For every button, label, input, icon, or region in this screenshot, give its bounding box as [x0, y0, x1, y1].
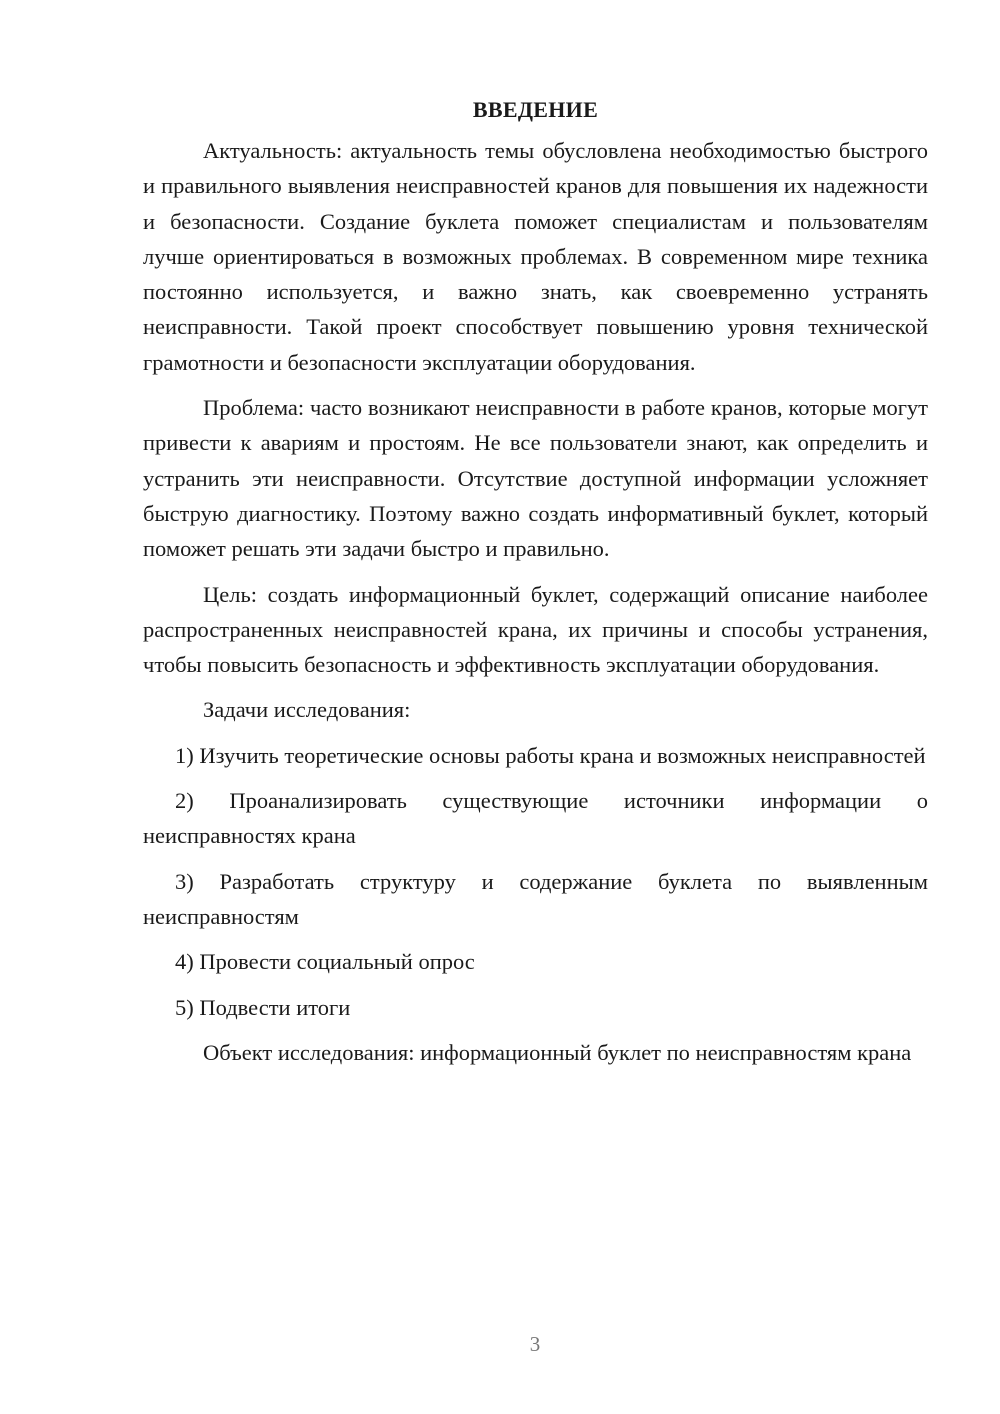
problem-paragraph: Проблема: часто возникают неисправности в работе кранов, которые могут привести к авариям и простоям. Не все пользователи знают, как определить и устранить эти неисправности. Отсутствие доступной информации усложняет быструю диагностику. Поэтому важно создать информативный буклет, который поможет решать эти задачи быстро и правильно. [143, 395, 928, 562]
page-number: 3 [529, 1332, 541, 1356]
page-title: ВВЕДЕНИЕ [472, 97, 599, 122]
object-paragraph: Объект исследования: информационный буклет по неисправностям крана [203, 1039, 912, 1065]
task-item-2: 2) Проанализировать существующие источники информации о неисправностях крана [143, 788, 928, 849]
task-item-1: 1) Изучить теоретические основы работы крана и возможных неисправностей [175, 742, 926, 768]
relevance-paragraph: Актуальность: актуальность темы обусловлена необходимостью быстрого и правильного выявления неисправностей кранов для повышения их надежности и безопасности. Создание буклета поможет специалистам и пользователям лучше ориентироваться в возможных проблемах. В современном мире техника постоянно используется, и важно знать, как своевременно устранять неисправности. Такой проект способствует повышению уровня технической грамотности и безопасности эксплуатации оборудования. [143, 138, 928, 375]
document-page [143, 92, 928, 1080]
tasks-heading: Задачи исследования: [203, 697, 411, 723]
goal-paragraph: Цель: создать информационный буклет, содержащий описание наиболее распространенных неисправностей крана, их причины и способы устранения, чтобы повысить безопасность и эффективность эксплуатации оборудования. [143, 581, 928, 678]
task-item-3: 3) Разработать структуру и содержание буклета по выявленным неисправностям [143, 868, 928, 929]
task-item-5: 5) Подвести итоги [175, 994, 351, 1020]
task-item-4: 4) Провести социальный опрос [175, 949, 475, 975]
